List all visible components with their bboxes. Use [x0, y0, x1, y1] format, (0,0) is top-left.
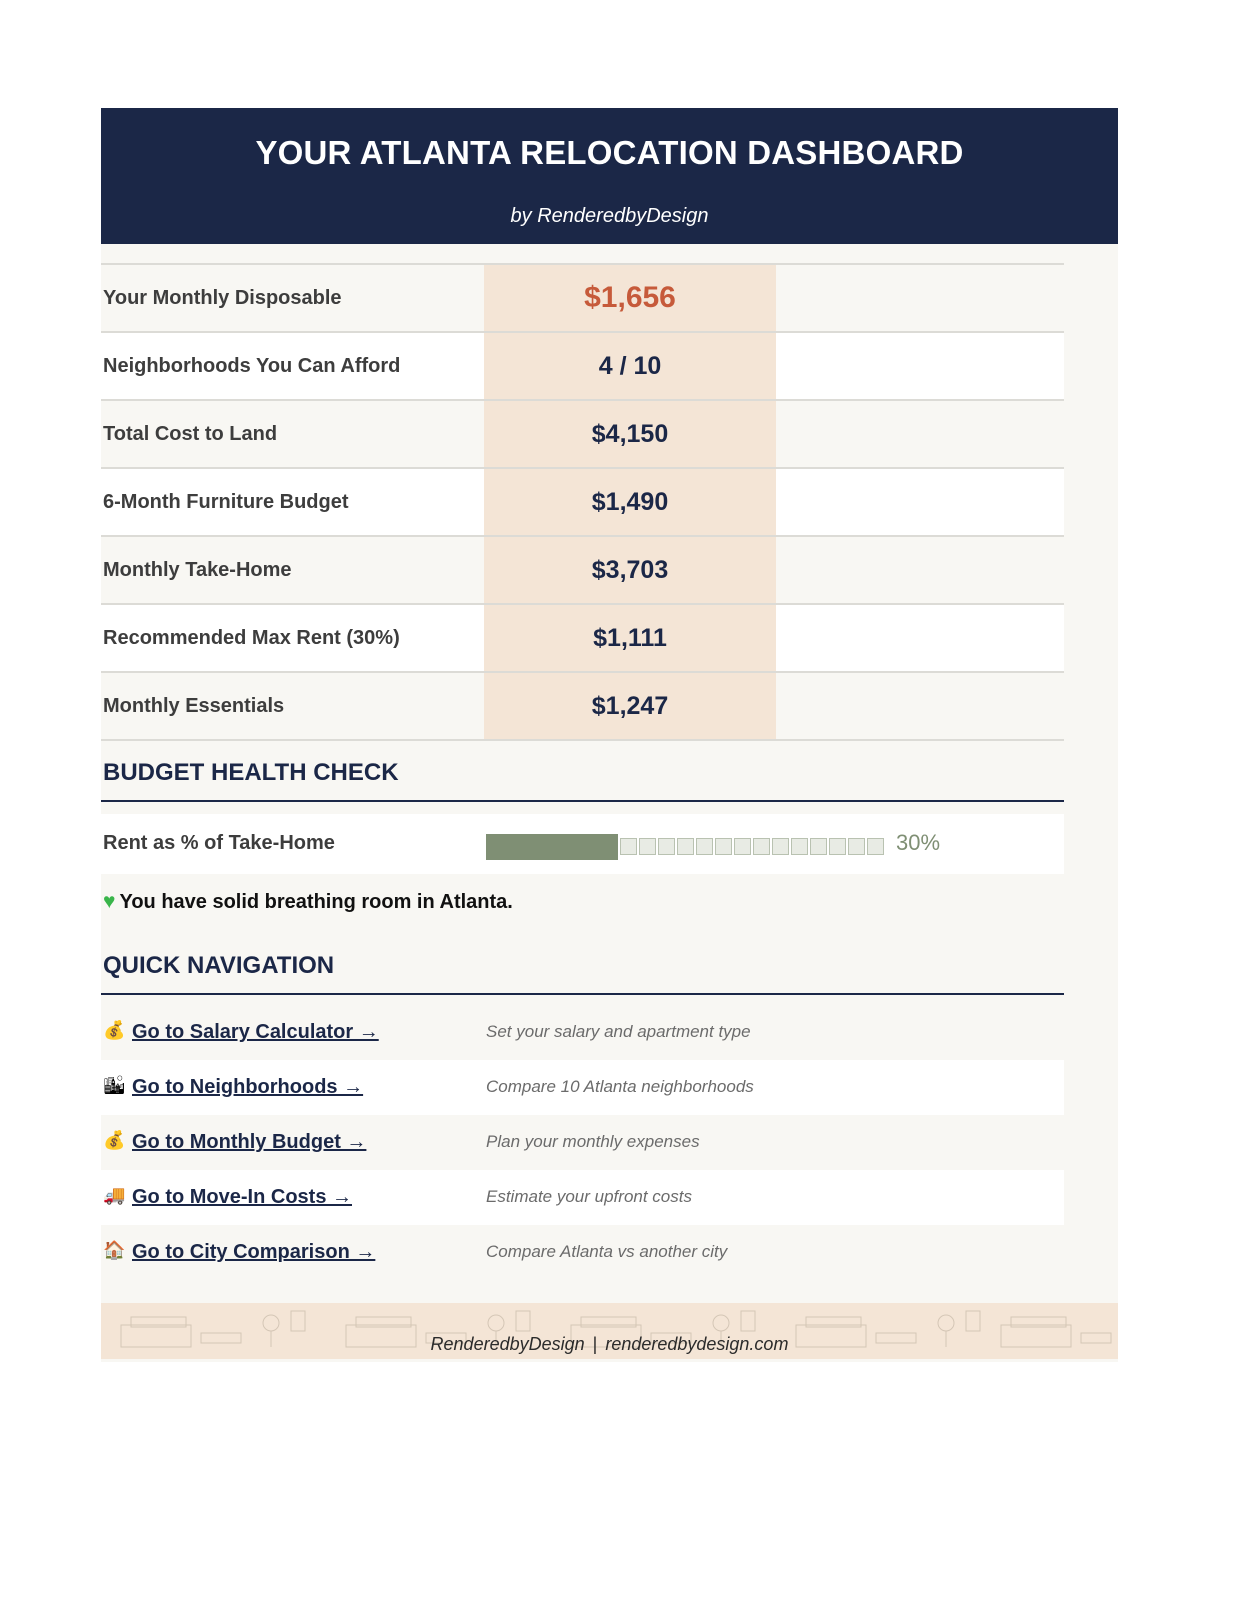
footer-website-link[interactable]: renderedbydesign.com: [605, 1334, 789, 1354]
metric-label: Recommended Max Rent (30%): [103, 627, 400, 649]
nav-item: [101, 1060, 1064, 1115]
rent-percent: 30%: [896, 830, 941, 855]
nav-description: Estimate your upfront costs: [486, 1187, 692, 1206]
progress-empty-segment: [791, 838, 808, 855]
metric-row: [101, 333, 1064, 401]
health-message: [103, 890, 513, 914]
budget-health-heading: BUDGET HEALTH CHECK: [103, 759, 399, 786]
nav-link-move-in-costs[interactable]: Go to Move-In Costs →: [132, 1186, 352, 1208]
progress-empty-segment: [639, 838, 656, 855]
progress-empty-segment: [620, 838, 637, 855]
green-heart-icon: ♥: [103, 890, 116, 913]
money-bag-icon: 💰: [103, 1130, 126, 1150]
progress-empty-segment: [810, 838, 827, 855]
truck-icon: 🚚: [103, 1185, 126, 1205]
nav-link-neighborhoods[interactable]: Go to Neighborhoods →: [132, 1076, 364, 1098]
metric-row: [101, 673, 1064, 741]
dashboard-sheet: [101, 108, 1118, 1362]
section-divider: [101, 993, 1064, 995]
footer-brand: RenderedbyDesign: [430, 1334, 585, 1354]
nav-item: [101, 1225, 1064, 1280]
footer-separator: |: [592, 1334, 598, 1354]
health-check-row: [101, 814, 1064, 874]
progress-filled-segment: [486, 834, 618, 860]
metric-value: 4 / 10: [484, 333, 776, 399]
city-icon: 🏙: [103, 1075, 126, 1095]
metric-label: 6-Month Furniture Budget: [103, 491, 349, 513]
metric-label: Neighborhoods You Can Afford: [103, 355, 401, 377]
nav-item: [101, 1170, 1064, 1225]
metric-value: $1,111: [484, 605, 776, 671]
health-label: Rent as % of Take-Home: [103, 832, 335, 854]
metric-row: [101, 605, 1064, 673]
progress-empty-segment: [658, 838, 675, 855]
nav-description: Compare 10 Atlanta neighborhoods: [486, 1077, 754, 1096]
progress-empty-segment: [715, 838, 732, 855]
progress-empty-segment: [829, 838, 846, 855]
header-banner: [101, 108, 1118, 244]
quick-navigation-heading: QUICK NAVIGATION: [103, 952, 335, 979]
metric-row: [101, 401, 1064, 469]
nav-link-city-comparison[interactable]: Go to City Comparison →: [132, 1241, 376, 1263]
progress-empty-segment: [753, 838, 770, 855]
house-icon: 🏠: [103, 1240, 126, 1260]
nav-description: Compare Atlanta vs another city: [486, 1242, 728, 1261]
metric-label: Monthly Essentials: [103, 695, 285, 717]
metric-row: [101, 537, 1064, 605]
metric-value: $1,490: [484, 469, 776, 535]
nav-item: [101, 1005, 1064, 1060]
footer-text: [101, 1303, 1118, 1359]
nav-item: [101, 1115, 1064, 1170]
progress-empty-segment: [677, 838, 694, 855]
metric-label: Total Cost to Land: [103, 423, 278, 445]
metrics-table: [101, 263, 1064, 741]
page-title: YOUR ATLANTA RELOCATION DASHBOARD: [255, 134, 964, 171]
metric-value: $4,150: [484, 401, 776, 467]
section-divider: [101, 800, 1064, 802]
progress-empty-segment: [848, 838, 865, 855]
metric-value: $1,656: [484, 265, 776, 331]
nav-description: Set your salary and apartment type: [486, 1022, 751, 1041]
progress-empty-segment: [772, 838, 789, 855]
nav-link-salary-calculator[interactable]: Go to Salary Calculator →: [132, 1021, 379, 1043]
progress-empty-segment: [696, 838, 713, 855]
metric-row: [101, 265, 1064, 333]
progress-empty-segment: [734, 838, 751, 855]
health-message-text: You have solid breathing room in Atlanta.: [119, 891, 513, 913]
metric-label: Monthly Take-Home: [103, 559, 292, 581]
metric-row: [101, 469, 1064, 537]
navigation-list: [101, 1005, 1064, 1280]
progress-empty-segment: [867, 838, 884, 855]
page-subtitle: by RenderedbyDesign: [510, 205, 709, 227]
metric-value: $1,247: [484, 673, 776, 739]
metric-value: $3,703: [484, 537, 776, 603]
nav-link-monthly-budget[interactable]: Go to Monthly Budget →: [132, 1131, 367, 1153]
nav-description: Plan your monthly expenses: [486, 1132, 700, 1151]
money-bag-icon: 💰: [103, 1020, 126, 1040]
metric-label: Your Monthly Disposable: [103, 287, 342, 309]
footer-banner: [101, 1303, 1118, 1359]
